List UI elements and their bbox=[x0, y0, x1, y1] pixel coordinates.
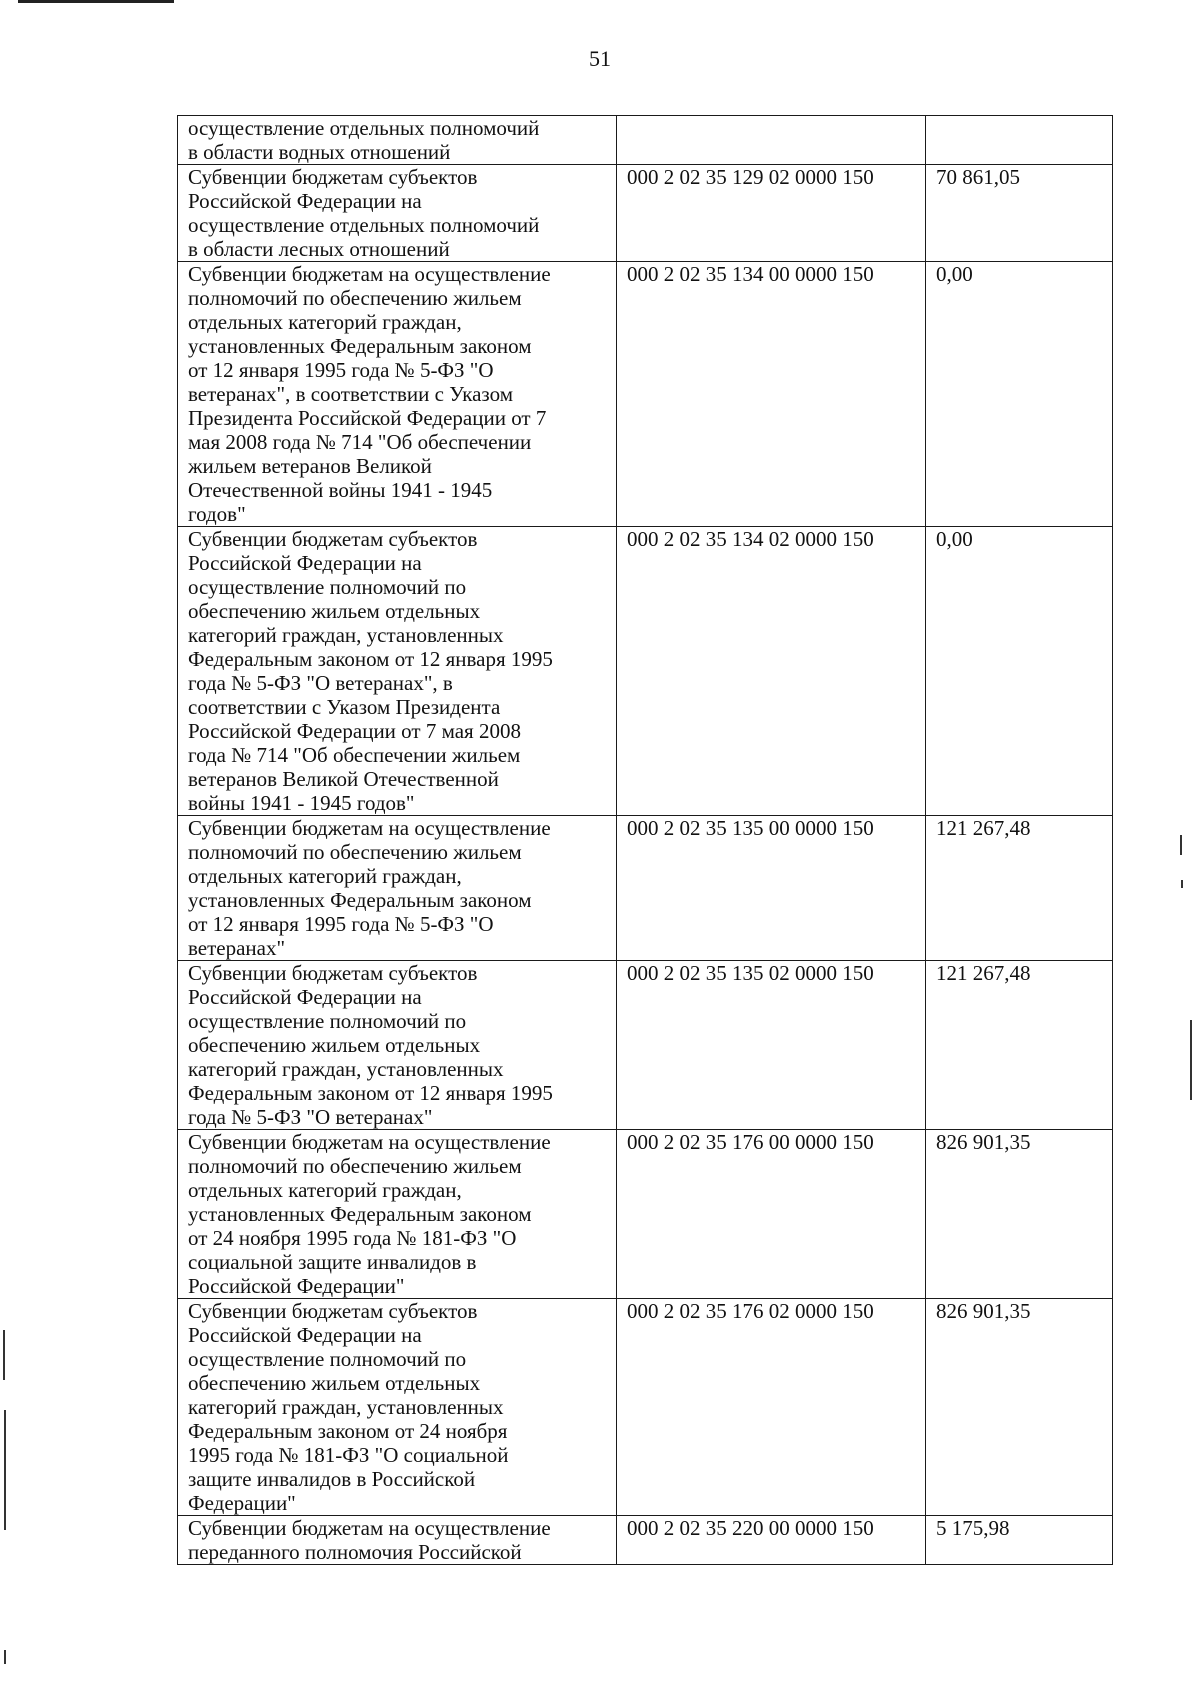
page-number: 51 bbox=[589, 46, 611, 71]
description-line: соответствии с Указом Президента bbox=[188, 695, 501, 719]
table-row bbox=[178, 816, 1113, 961]
amount-cell: 826 901,35 bbox=[926, 1130, 1113, 1299]
description-line: Федерации" bbox=[188, 1491, 296, 1515]
description-line: Российской Федерации на bbox=[188, 189, 422, 213]
description-line: установленных Федеральным законом bbox=[188, 888, 532, 912]
description-line: установленных Федеральным законом bbox=[188, 334, 532, 358]
description-line: года № 5-ФЗ "О ветеранах" bbox=[188, 1105, 433, 1129]
code-cell: 000 2 02 35 220 00 0000 150 bbox=[617, 1516, 926, 1565]
description-line: обеспечению жильем отдельных bbox=[188, 599, 481, 623]
code-cell: 000 2 02 35 176 00 0000 150 bbox=[617, 1130, 926, 1299]
description-line: Федеральным законом от 24 ноября bbox=[188, 1419, 508, 1443]
description-line: от 12 января 1995 года № 5-ФЗ "О bbox=[188, 912, 494, 936]
description-line: ветеранов Великой Отечественной bbox=[188, 767, 499, 791]
description-cell bbox=[178, 1516, 617, 1565]
description-line: года № 5-ФЗ "О ветеранах", в bbox=[188, 671, 453, 695]
description-line: осуществление полномочий по bbox=[188, 1009, 467, 1033]
table-row bbox=[178, 1516, 1113, 1565]
description-line: категорий граждан, установленных bbox=[188, 1057, 504, 1081]
description-line: от 12 января 1995 года № 5-ФЗ "О bbox=[188, 358, 494, 382]
description-line: Отечественной войны 1941 - 1945 bbox=[188, 478, 493, 502]
description-line: осуществление отдельных полномочий bbox=[188, 116, 540, 140]
description-line: отдельных категорий граждан, bbox=[188, 864, 462, 888]
table-row bbox=[178, 1130, 1113, 1299]
amount-cell: 826 901,35 bbox=[926, 1299, 1113, 1516]
description-line: мая 2008 года № 714 "Об обеспечении bbox=[188, 430, 532, 454]
scan-artifact bbox=[4, 1410, 6, 1530]
description-line: осуществление полномочий по bbox=[188, 1347, 467, 1371]
description-line: Российской Федерации на bbox=[188, 1323, 422, 1347]
description-line: годов" bbox=[188, 502, 246, 526]
description-line: установленных Федеральным законом bbox=[188, 1202, 532, 1226]
description-cell bbox=[178, 816, 617, 961]
description-cell bbox=[178, 1299, 617, 1516]
description-line: Федеральным законом от 12 января 1995 bbox=[188, 647, 553, 671]
scan-artifact bbox=[1180, 835, 1182, 855]
code-cell: 000 2 02 35 129 02 0000 150 bbox=[617, 165, 926, 262]
description-line: обеспечению жильем отдельных bbox=[188, 1371, 481, 1395]
description-line: полномочий по обеспечению жильем bbox=[188, 286, 522, 310]
amount-cell: 70 861,05 bbox=[926, 165, 1113, 262]
description-line: Субвенции бюджетам субъектов bbox=[188, 961, 478, 985]
description-cell bbox=[178, 165, 617, 262]
description-line: войны 1941 - 1945 годов" bbox=[188, 791, 415, 815]
description-line: года № 714 "Об обеспечении жильем bbox=[188, 743, 521, 767]
description-line: Субвенции бюджетам субъектов bbox=[188, 165, 478, 189]
description-cell bbox=[178, 1130, 617, 1299]
description-line: Российской Федерации на bbox=[188, 551, 422, 575]
amount-cell bbox=[926, 116, 1113, 165]
description-line: категорий граждан, установленных bbox=[188, 1395, 504, 1419]
description-line: полномочий по обеспечению жильем bbox=[188, 840, 522, 864]
amount-cell: 121 267,48 bbox=[926, 816, 1113, 961]
table-row bbox=[178, 116, 1113, 165]
description-line: защите инвалидов в Российской bbox=[188, 1467, 476, 1491]
description-cell bbox=[178, 961, 617, 1130]
description-line: осуществление отдельных полномочий bbox=[188, 213, 540, 237]
description-line: Субвенции бюджетам на осуществление bbox=[188, 816, 551, 840]
description-line: Федеральным законом от 12 января 1995 bbox=[188, 1081, 553, 1105]
scan-artifact bbox=[1190, 1020, 1192, 1100]
description-line: от 24 ноября 1995 года № 181-ФЗ "О bbox=[188, 1226, 517, 1250]
table-row bbox=[178, 961, 1113, 1130]
amount-cell: 5 175,98 bbox=[926, 1516, 1113, 1565]
amount-cell: 0,00 bbox=[926, 527, 1113, 816]
description-line: категорий граждан, установленных bbox=[188, 623, 504, 647]
amount-cell: 121 267,48 bbox=[926, 961, 1113, 1130]
description-line: ветеранах" bbox=[188, 936, 286, 960]
description-line: переданного полномочия Российской bbox=[188, 1540, 522, 1564]
description-line: обеспечению жильем отдельных bbox=[188, 1033, 481, 1057]
amount-cell: 0,00 bbox=[926, 262, 1113, 527]
description-cell bbox=[178, 262, 617, 527]
table-row bbox=[178, 262, 1113, 527]
code-cell: 000 2 02 35 134 02 0000 150 bbox=[617, 527, 926, 816]
description-line: отдельных категорий граждан, bbox=[188, 1178, 462, 1202]
description-line: полномочий по обеспечению жильем bbox=[188, 1154, 522, 1178]
top-rule bbox=[18, 0, 174, 3]
description-line: Субвенции бюджетам на осуществление bbox=[188, 1516, 551, 1540]
description-line: в области лесных отношений bbox=[188, 237, 450, 261]
description-line: Субвенции бюджетам субъектов bbox=[188, 1299, 478, 1323]
code-cell: 000 2 02 35 135 00 0000 150 bbox=[617, 816, 926, 961]
scan-artifact bbox=[1181, 880, 1183, 888]
description-cell bbox=[178, 116, 617, 165]
table-row bbox=[178, 527, 1113, 816]
table-row bbox=[178, 1299, 1113, 1516]
description-line: Российской Федерации от 7 мая 2008 bbox=[188, 719, 521, 743]
code-cell: 000 2 02 35 176 02 0000 150 bbox=[617, 1299, 926, 1516]
description-line: в области водных отношений bbox=[188, 140, 451, 164]
description-line: осуществление полномочий по bbox=[188, 575, 467, 599]
description-line: 1995 года № 181-ФЗ "О социальной bbox=[188, 1443, 509, 1467]
description-line: Субвенции бюджетам на осуществление bbox=[188, 262, 551, 286]
code-cell: 000 2 02 35 135 02 0000 150 bbox=[617, 961, 926, 1130]
description-line: Субвенции бюджетам субъектов bbox=[188, 527, 478, 551]
description-line: социальной защите инвалидов в bbox=[188, 1250, 477, 1274]
description-cell bbox=[178, 527, 617, 816]
scan-artifact bbox=[3, 1330, 5, 1380]
description-line: Субвенции бюджетам на осуществление bbox=[188, 1130, 551, 1154]
description-line: Российской Федерации" bbox=[188, 1274, 405, 1298]
description-line: Российской Федерации на bbox=[188, 985, 422, 1009]
table-row bbox=[178, 165, 1113, 262]
description-line: ветеранах", в соответствии с Указом bbox=[188, 382, 513, 406]
code-cell: 000 2 02 35 134 00 0000 150 bbox=[617, 262, 926, 527]
code-cell bbox=[617, 116, 926, 165]
revenue-table bbox=[177, 115, 1113, 1565]
scan-artifact bbox=[4, 1650, 6, 1664]
description-line: жильем ветеранов Великой bbox=[188, 454, 432, 478]
description-line: Президента Российской Федерации от 7 bbox=[188, 406, 547, 430]
description-line: отдельных категорий граждан, bbox=[188, 310, 462, 334]
